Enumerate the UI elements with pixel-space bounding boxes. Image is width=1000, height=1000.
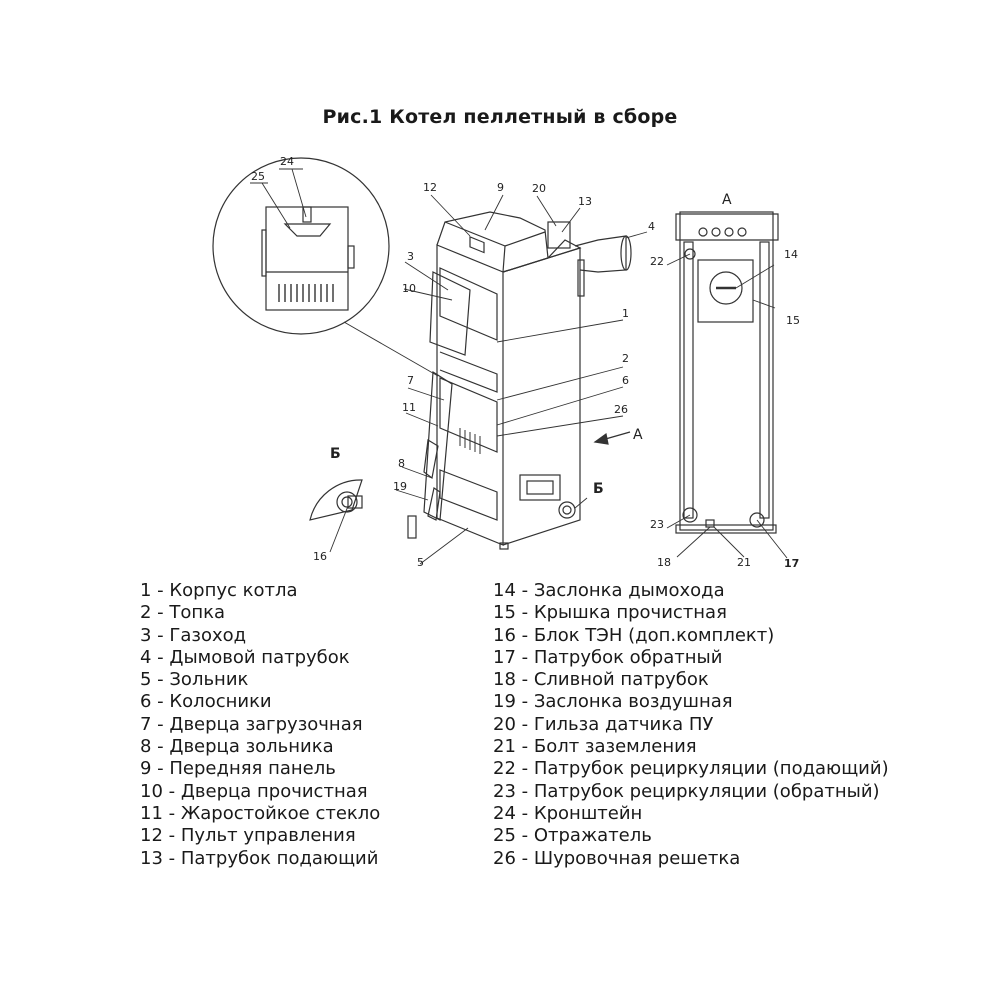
legend-item: 20 - Гильза датчика ПУ [493,713,714,735]
legend-item: 14 - Заслонка дымохода [493,580,725,601]
legend-item: 17 - Патрубок обратный [493,646,723,668]
legend-item: 8 - Дверца зольника [140,736,334,758]
legend-item: 4 - Дымовой патрубок [140,646,350,668]
callout-24: 24 [280,155,294,168]
legend-item: 2 - Топка [140,602,226,624]
legend-item: 5 - Зольник [140,669,249,691]
view-a-label: А [722,192,732,208]
callout-10: 10 [402,282,416,295]
legend-item: 18 - Сливной патрубок [493,669,709,691]
view-b-detail [310,480,362,552]
callout-25: 25 [251,170,265,183]
legend-right [493,580,889,870]
callout-7: 7 [407,374,414,387]
legend-item: 11 - Жаростойкое стекло [140,802,381,824]
figure-title: Рис.1 Котел пеллетный в сборе [322,106,678,128]
legend-item: 21 - Болт заземления [493,736,697,758]
view-b-label: Б [330,446,341,462]
callout-12: 12 [423,181,437,194]
legend-item: 10 - Дверца прочистная [140,780,368,802]
callout-16: 16 [313,550,327,563]
callout-23: 23 [650,518,664,531]
detail-circle [213,158,438,376]
callout-9: 9 [497,181,504,194]
legend-item: 3 - Газоход [140,624,247,646]
callout-22: 22 [650,255,664,268]
legend-item: 6 - Колосники [140,691,272,713]
view-labels [330,192,732,497]
callout-5: 5 [417,556,424,569]
legend-item: 12 - Пульт управления [140,825,356,847]
callout-6: 6 [622,374,629,387]
boiler-main-view [408,212,631,549]
view-a-arrow-label: А [633,427,643,443]
callout-20: 20 [532,182,546,195]
legend-item: 23 - Патрубок рециркуляции (обратный) [493,780,880,802]
callout-18: 18 [657,556,671,569]
legend-item: 19 - Заслонка воздушная [493,691,733,713]
legend-left [140,580,380,870]
callout-3: 3 [407,250,414,263]
legend-item: 16 - Блок ТЭН (доп.комплект) [493,624,775,646]
legend-item: 9 - Передняя панель [140,758,336,780]
legend-item: 24 - Кронштейн [493,802,643,824]
callout-4: 4 [648,220,655,233]
view-b-marker-label: Б [593,481,604,497]
legend-item: 25 - Отражатель [493,825,652,847]
callout-19: 19 [393,480,407,493]
legend-item: 1 - Корпус котла [140,580,298,601]
legend-item: 7 - Дверца загрузочная [140,713,363,735]
callout-numbers [251,155,800,570]
callout-11: 11 [402,401,416,414]
leader-lines [396,195,647,564]
callout-13: 13 [578,195,592,208]
legend-item: 15 - Крышка прочистная [493,602,727,624]
callout-8: 8 [398,457,405,470]
legend-item: 22 - Патрубок рециркуляции (подающий) [493,758,889,780]
callout-26: 26 [614,403,628,416]
legend-item: 26 - Шуровочная решетка [493,847,741,869]
legend-item: 13 - Патрубок подающий [140,847,379,869]
callout-21: 21 [737,556,751,569]
view-a-rear [667,212,787,558]
callout-17: 17 [784,557,800,570]
callout-15: 15 [786,314,800,327]
callout-2: 2 [622,352,629,365]
callout-1: 1 [622,307,629,320]
callout-14: 14 [784,248,798,261]
